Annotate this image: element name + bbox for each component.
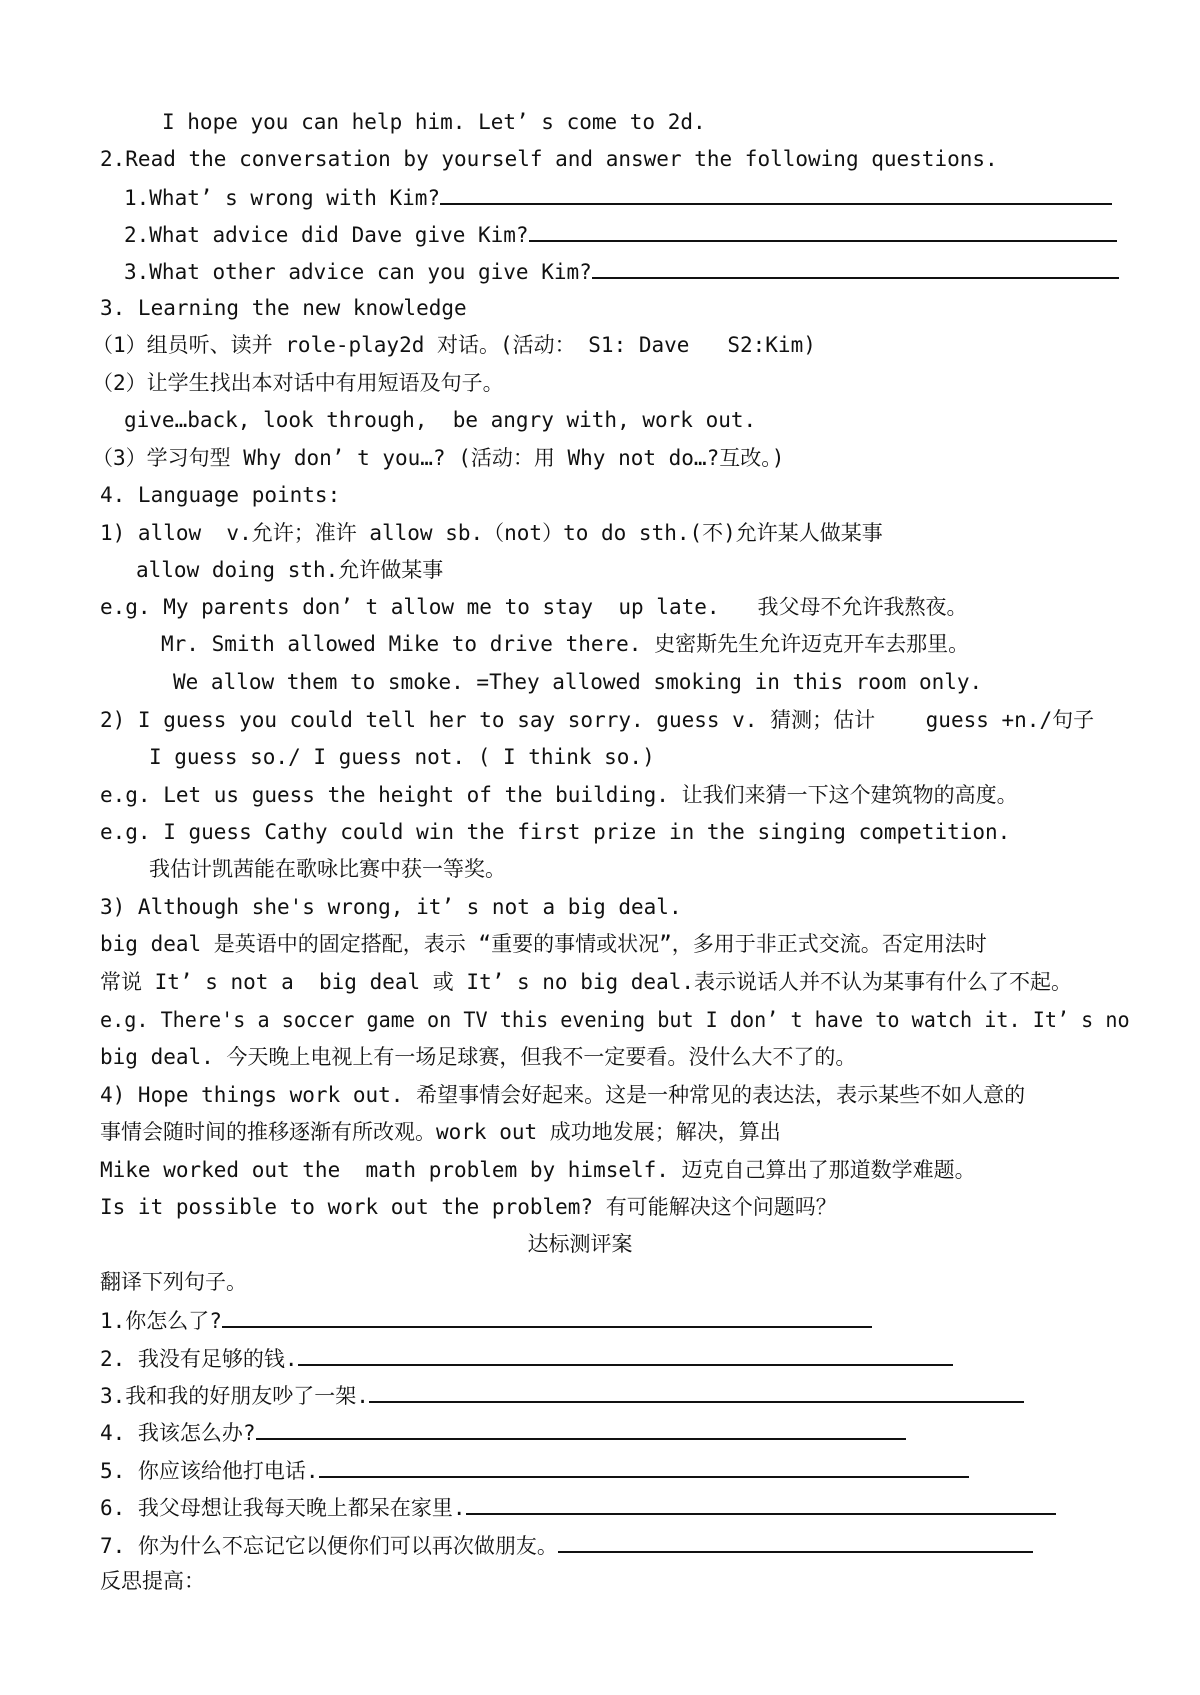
question-3-text: 3.What other advice can you give Kim? — [124, 260, 592, 284]
answer-blank-t6[interactable] — [466, 1491, 1056, 1515]
translation-item-1 — [100, 1304, 872, 1334]
point-1-line-1: 1) allow v.允许；准许 allow sb.（not）to do sth.(不)允许某人做某事 — [100, 521, 883, 545]
section-3-heading: 3. Learning the new knowledge — [100, 296, 467, 320]
point-2-line-2: I guess so./ I guess not. ( I think so.) — [149, 745, 655, 769]
point-3-example-1: e.g. There's a soccer game on TV this evening but I don’ t have to watch it. It’ s no — [100, 1008, 1130, 1032]
point-2-example-1: e.g. Let us guess the height of the building. 让我们来猜一下这个建筑物的高度。 — [100, 783, 1018, 807]
translation-item-3-text: 3.我和我的好朋友吵了一架. — [100, 1384, 369, 1408]
answer-blank-q1[interactable] — [440, 181, 1112, 205]
section-4-heading: 4. Language points: — [100, 483, 341, 507]
question-1 — [124, 181, 1112, 211]
translation-instruction: 翻译下列句子。 — [100, 1270, 247, 1294]
translation-item-2 — [100, 1342, 953, 1372]
point-4-example-1: Mike worked out the math problem by himself. 迈克自己算出了那道数学难题。 — [100, 1158, 976, 1182]
answer-blank-t2[interactable] — [298, 1342, 953, 1366]
question-2-text: 2.What advice did Dave give Kim? — [124, 223, 529, 247]
translation-item-7-text: 7. 你为什么不忘记它以便你们可以再次做朋友。 — [100, 1534, 558, 1558]
question-2 — [124, 218, 1117, 248]
question-1-text: 1.What’ s wrong with Kim? — [124, 186, 441, 210]
section-3-item-3: （3）学习句型 Why don’ t you…? (活动：用 Why not do…?互改。) — [92, 446, 785, 470]
answer-blank-q2[interactable] — [529, 218, 1117, 242]
point-4-line-2: 事情会随时间的推移逐渐有所改观。work out 成功地发展；解决，算出 — [100, 1120, 781, 1144]
intro-line: I hope you can help him. Let’ s come to 2d. — [162, 110, 706, 134]
point-3-line-2: big deal 是英语中的固定搭配，表示 “重要的事情或状况”，多用于非正式交流。否定用法时 — [100, 932, 987, 956]
translation-item-7 — [100, 1529, 1033, 1559]
section-3-item-1: （1）组员听、读并 role-play2d 对话。(活动： S1: Dave S2:Kim) — [92, 333, 816, 357]
point-2-example-2-translation: 我估计凯茜能在歌咏比赛中获一等奖。 — [149, 857, 506, 881]
answer-blank-t5[interactable] — [319, 1454, 969, 1478]
point-3-line-1: 3) Although she's wrong, it’ s not a big deal. — [100, 895, 682, 919]
translation-item-5-text: 5. 你应该给他打电话. — [100, 1459, 319, 1483]
translation-item-3 — [100, 1379, 1024, 1409]
point-1-line-2: allow doing sth.允许做某事 — [136, 558, 444, 582]
point-3-example-2: big deal. 今天晚上电视上有一场足球赛，但我不一定要看。没什么大不了的。 — [100, 1045, 857, 1069]
reflection-heading: 反思提高： — [100, 1569, 205, 1593]
answer-blank-t7[interactable] — [558, 1529, 1033, 1553]
section-3-item-2: （2）让学生找出本对话中有用短语及句子。 — [92, 371, 504, 395]
translation-item-6-text: 6. 我父母想让我每天晚上都呆在家里. — [100, 1496, 466, 1520]
question-3 — [124, 255, 1119, 285]
translation-item-6 — [100, 1491, 1056, 1521]
answer-blank-t4[interactable] — [256, 1416, 906, 1440]
point-1-example-3: We allow them to smoke. =They allowed smoking in this room only. — [173, 670, 983, 694]
test-section-title: 达标测评案 — [527, 1232, 633, 1256]
translation-item-2-text: 2. 我没有足够的钱. — [100, 1347, 298, 1371]
point-3-line-3: 常说 It’ s not a big deal 或 It’ s no big deal.表示说话人并不认为某事有什么了不起。 — [100, 970, 1073, 994]
useful-phrases: give…back, look through, be angry with, work out. — [124, 408, 757, 432]
point-1-example-1: e.g. My parents don’ t allow me to stay up late. 我父母不允许我熬夜。 — [100, 595, 968, 619]
translation-item-5 — [100, 1454, 969, 1484]
point-1-example-2: Mr. Smith allowed Mike to drive there. 史密斯先生允许迈克开车去那里。 — [161, 632, 970, 656]
answer-blank-q3[interactable] — [592, 255, 1119, 279]
point-4-line-1: 4) Hope things work out. 希望事情会好起来。这是一种常见的表达法，表示某些不如人意的 — [100, 1083, 1026, 1107]
point-2-example-2: e.g. I guess Cathy could win the first prize in the singing competition. — [100, 820, 1011, 844]
translation-item-4-text: 4. 我该怎么办? — [100, 1421, 256, 1445]
point-4-example-2: Is it possible to work out the problem? 有可能解决这个问题吗？ — [100, 1195, 837, 1219]
answer-blank-t1[interactable] — [222, 1304, 872, 1328]
point-2-line-1: 2) I guess you could tell her to say sorry. guess v. 猜测；估计 guess +n./句子 — [100, 708, 1095, 732]
translation-item-4 — [100, 1416, 906, 1446]
translation-item-1-text: 1.你怎么了? — [100, 1309, 222, 1333]
answer-blank-t3[interactable] — [369, 1379, 1024, 1403]
section-2-heading: 2.Read the conversation by yourself and answer the following questions. — [100, 147, 998, 171]
